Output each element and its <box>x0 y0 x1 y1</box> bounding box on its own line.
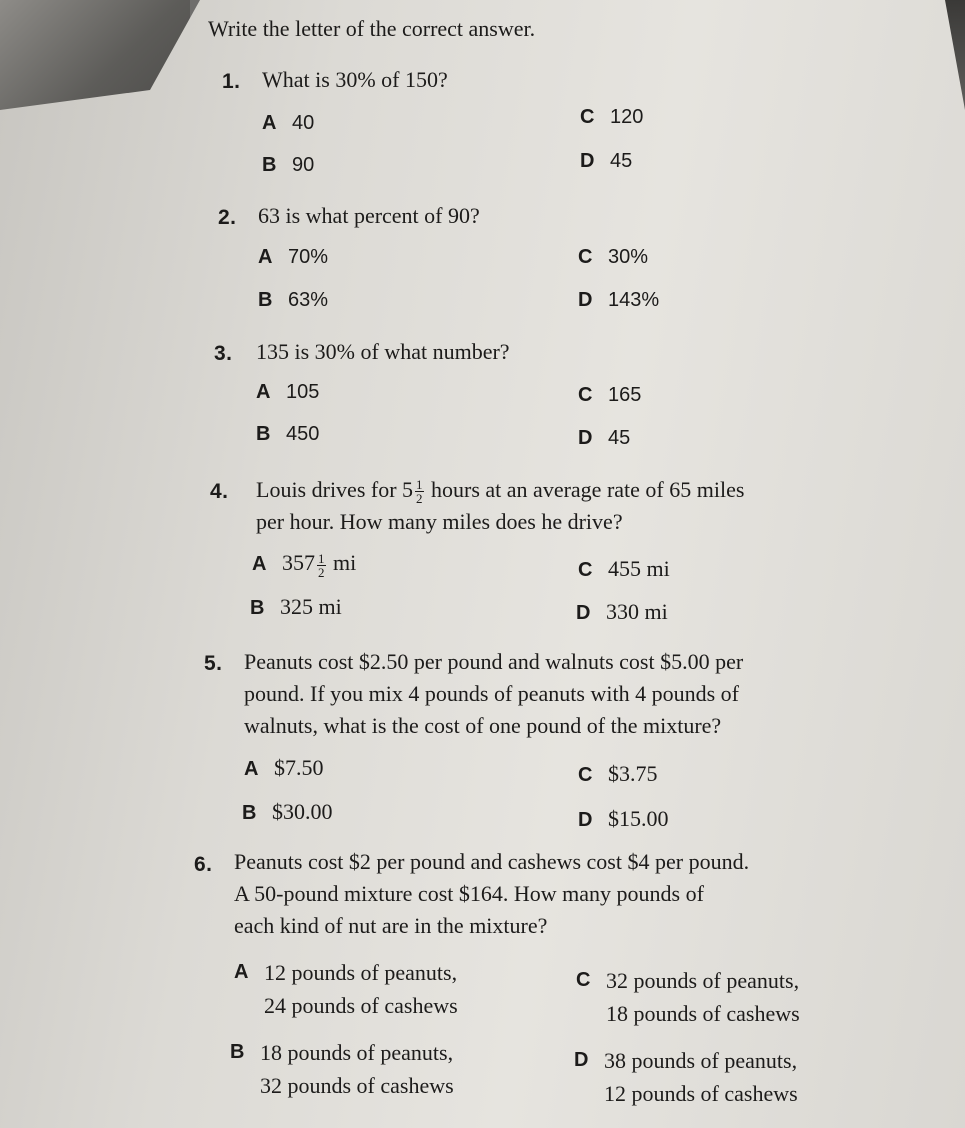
option-line: 18 pounds of cashews <box>606 1001 800 1026</box>
option-line: 24 pounds of cashews <box>264 993 458 1018</box>
option-letter: A <box>234 961 249 983</box>
option-b[interactable] <box>262 152 314 177</box>
option-text: 143% <box>608 289 660 311</box>
option-text: 70% <box>288 246 329 268</box>
option-text: 450 <box>286 423 320 445</box>
option-a[interactable] <box>258 244 328 269</box>
fraction-denominator: 2 <box>416 491 423 507</box>
question-number: 1. <box>222 70 241 93</box>
option-letter: D <box>580 150 595 172</box>
option-c[interactable] <box>578 761 658 787</box>
option-c[interactable] <box>578 382 641 407</box>
option-a[interactable] <box>234 956 458 1023</box>
option-b[interactable] <box>250 594 342 620</box>
option-b[interactable] <box>256 421 319 446</box>
option-suffix: mi <box>327 550 357 575</box>
option-letter: D <box>578 427 593 449</box>
option-c[interactable] <box>578 556 670 582</box>
question-text <box>256 474 744 506</box>
fraction <box>415 478 424 505</box>
option-letter: B <box>256 423 271 445</box>
option-text: $7.50 <box>274 755 324 780</box>
option-letter: D <box>576 602 591 624</box>
option-a[interactable] <box>244 755 324 781</box>
question-line: Peanuts cost $2 per pound and cashews cost $4 per pound. <box>234 849 750 874</box>
option-letter: B <box>258 289 273 311</box>
option-d[interactable] <box>578 425 630 450</box>
question-text: What is 30% of 150? <box>262 67 448 92</box>
question-text <box>234 846 934 942</box>
option-text: 40 <box>292 112 315 134</box>
option-text: 120 <box>610 106 644 128</box>
option-d[interactable] <box>574 1044 798 1111</box>
option-letter: A <box>256 381 271 403</box>
instructions: Write the letter of the correct answer. <box>208 16 536 41</box>
option-a[interactable] <box>252 550 356 579</box>
option-line: 32 pounds of cashews <box>260 1073 454 1098</box>
option-d[interactable] <box>580 148 632 173</box>
option-b[interactable] <box>258 287 328 312</box>
fraction-numerator: 1 <box>318 550 325 566</box>
option-letter: C <box>578 559 593 581</box>
option-c[interactable] <box>578 244 648 269</box>
question-text-part: Louis drives for 5 <box>256 477 414 502</box>
option-b[interactable] <box>230 1036 454 1103</box>
option-text: 105 <box>286 381 320 403</box>
question-text: 63 is what percent of 90? <box>258 203 480 228</box>
option-letter: D <box>578 809 593 831</box>
option-d[interactable] <box>576 599 668 625</box>
option-c[interactable] <box>580 104 643 129</box>
option-c[interactable] <box>576 964 800 1031</box>
option-text: $15.00 <box>608 806 669 831</box>
option-letter: B <box>250 597 265 619</box>
fraction-denominator: 2 <box>318 564 325 580</box>
option-text: 45 <box>608 427 631 449</box>
question-line: pound. If you mix 4 pounds of peanuts with 4 pounds of <box>244 681 739 706</box>
option-line: 38 pounds of peanuts, <box>604 1048 798 1073</box>
option-text: $30.00 <box>272 799 333 824</box>
option-text: 325 mi <box>280 594 342 619</box>
question-number: 4. <box>210 480 229 503</box>
option-letter: A <box>262 112 277 134</box>
option-text: 63% <box>288 289 329 311</box>
fraction <box>317 552 326 579</box>
option-text: 357 <box>282 550 315 575</box>
option-b[interactable] <box>242 799 333 825</box>
option-text: 30% <box>608 246 649 268</box>
question-line: A 50-pound mixture cost $164. How many pounds of <box>234 881 704 906</box>
option-line: 18 pounds of peanuts, <box>260 1040 454 1065</box>
option-letter: A <box>258 246 273 268</box>
option-text: 165 <box>608 384 642 406</box>
option-letter: B <box>262 154 277 176</box>
question-text-line2: per hour. How many miles does he drive? <box>256 509 623 534</box>
option-text: 90 <box>292 154 315 176</box>
option-letter: C <box>576 969 591 991</box>
option-a[interactable] <box>262 110 314 135</box>
option-letter: C <box>580 106 595 128</box>
option-text: 455 mi <box>608 556 670 581</box>
option-letter: B <box>230 1041 245 1063</box>
option-letter: A <box>252 553 267 575</box>
option-letter: A <box>244 758 259 780</box>
option-line: 12 pounds of cashews <box>604 1081 798 1106</box>
option-d[interactable] <box>578 806 669 832</box>
option-d[interactable] <box>578 287 659 312</box>
question-number: 5. <box>204 652 223 675</box>
option-letter: C <box>578 246 593 268</box>
option-a[interactable] <box>256 379 319 404</box>
option-line: 12 pounds of peanuts, <box>264 960 458 985</box>
question-text: 135 is 30% of what number? <box>256 339 510 364</box>
question-number: 2. <box>218 206 237 229</box>
option-letter: C <box>578 384 593 406</box>
question-text-part: hours at an average rate of 65 miles <box>425 477 745 502</box>
option-line: 32 pounds of peanuts, <box>606 968 800 993</box>
option-letter: D <box>578 289 593 311</box>
question-line: Peanuts cost $2.50 per pound and walnuts cost $5.00 per <box>244 649 744 674</box>
option-text: $3.75 <box>608 761 658 786</box>
question-line: walnuts, what is the cost of one pound of the mixture? <box>244 713 722 738</box>
option-letter: D <box>574 1049 589 1071</box>
fraction-numerator: 1 <box>416 477 423 493</box>
question-line: each kind of nut are in the mixture? <box>234 913 548 938</box>
option-letter: B <box>242 802 257 824</box>
option-letter: C <box>578 764 593 786</box>
question-number: 6. <box>194 853 213 876</box>
question-number: 3. <box>214 342 233 365</box>
option-text: 330 mi <box>606 599 668 624</box>
option-text: 45 <box>610 150 633 172</box>
question-text <box>244 646 884 742</box>
